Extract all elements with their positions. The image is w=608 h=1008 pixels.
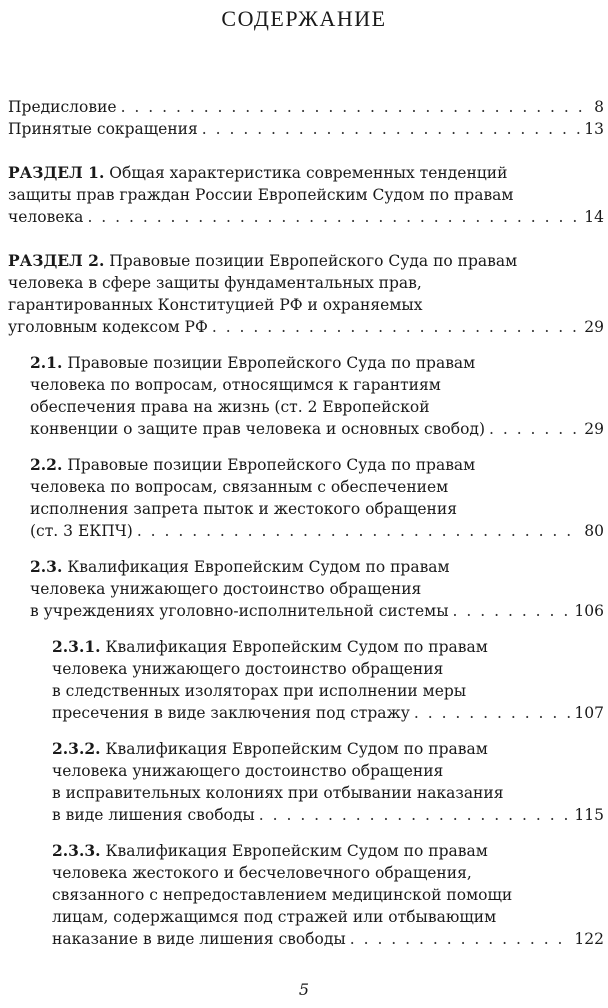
toc-entry-line: человека унижающего достоинство обращения bbox=[52, 762, 444, 780]
toc-page-number: 14 bbox=[584, 208, 604, 226]
table-of-contents bbox=[8, 96, 604, 950]
dot-leader bbox=[121, 96, 591, 118]
dot-leader bbox=[350, 928, 571, 950]
toc-entry-line: наказание в виде лишения свободы bbox=[52, 930, 346, 948]
toc-entry-2-3-3[interactable] bbox=[8, 840, 604, 950]
toc-page-number: 8 bbox=[594, 98, 604, 116]
toc-entry-line: Квалификация Европейским Судом по правам bbox=[105, 740, 488, 758]
page-title: СОДЕРЖАНИЕ bbox=[221, 6, 387, 31]
toc-entry-line: Правовые позиции Европейского Суда по правам bbox=[67, 354, 476, 372]
toc-entry-line: конвенции о защите прав человека и основных свобод) bbox=[30, 420, 485, 438]
section-number: 2.1. bbox=[30, 353, 63, 372]
toc-entry-line: человека в сфере защиты фундаментальных прав, bbox=[8, 274, 422, 292]
toc-entry-line: (ст. 3 ЕКПЧ) bbox=[30, 522, 133, 540]
toc-entry-2-1[interactable] bbox=[8, 352, 604, 440]
section-number: РАЗДЕЛ 1. bbox=[8, 163, 105, 182]
dot-leader bbox=[489, 418, 580, 440]
dot-leader bbox=[453, 600, 571, 622]
toc-entry-line: уголовным кодексом РФ bbox=[8, 318, 208, 336]
toc-page-number: 29 bbox=[584, 420, 604, 438]
toc-entry-line: человека по вопросам, относящимся к гарантиям bbox=[30, 376, 441, 394]
toc-page-number: 80 bbox=[584, 522, 604, 540]
toc-entry-line: Квалификация Европейским Судом по правам bbox=[105, 638, 488, 656]
toc-entry-line: Квалификация Европейским Судом по правам bbox=[105, 842, 488, 860]
toc-page-number: 13 bbox=[584, 120, 604, 138]
toc-entry-line: исполнения запрета пыток и жестокого обращения bbox=[30, 500, 457, 518]
dot-leader bbox=[259, 804, 571, 826]
toc-entry-line: человека унижающего достоинство обращения bbox=[30, 580, 422, 598]
section-number: 2.3.1. bbox=[52, 637, 101, 656]
dot-leader bbox=[137, 520, 580, 542]
toc-page-number: 107 bbox=[574, 704, 604, 722]
section-number: 2.3.2. bbox=[52, 739, 101, 758]
toc-entry-line: пресечения в виде заключения под стражу bbox=[52, 704, 410, 722]
toc-entry-line: Квалификация Европейским Судом по правам bbox=[67, 558, 450, 576]
toc-page-number: 122 bbox=[574, 930, 604, 948]
toc-page-number: 29 bbox=[584, 318, 604, 336]
toc-entry-line: в учреждениях уголовно-исполнительной системы bbox=[30, 602, 449, 620]
toc-entry-abbreviations[interactable] bbox=[8, 118, 604, 140]
toc-entry-preface[interactable] bbox=[8, 96, 604, 118]
page-number: 5 bbox=[298, 980, 310, 999]
toc-entry-line: Правовые позиции Европейского Суда по правам bbox=[109, 252, 518, 270]
toc-entry-line: человека жестокого и бесчеловечного обращения, bbox=[52, 864, 472, 882]
toc-entry-line: человека унижающего достоинство обращения bbox=[52, 660, 444, 678]
toc-entry-line: защиты прав граждан России Европейским Судом по правам bbox=[8, 186, 514, 204]
toc-entry-line: Правовые позиции Европейского Суда по правам bbox=[67, 456, 476, 474]
toc-page-number: 115 bbox=[574, 806, 604, 824]
section-number: РАЗДЕЛ 2. bbox=[8, 251, 105, 270]
toc-entry-section-2[interactable] bbox=[8, 250, 604, 338]
toc-entry-2-3[interactable] bbox=[8, 556, 604, 622]
toc-entry-line: человека по вопросам, связанным с обеспечением bbox=[30, 478, 449, 496]
toc-entry-line: Общая характеристика современных тенденций bbox=[109, 164, 508, 182]
dot-leader bbox=[212, 316, 580, 338]
dot-leader bbox=[414, 702, 571, 724]
toc-entry-title: Принятые сокращения bbox=[8, 120, 198, 138]
toc-page-number: 106 bbox=[574, 602, 604, 620]
toc-entry-title: Предисловие bbox=[8, 98, 117, 116]
toc-entry-2-2[interactable] bbox=[8, 454, 604, 542]
toc-entry-section-1[interactable] bbox=[8, 162, 604, 228]
toc-entry-line: гарантированных Конституцией РФ и охраняемых bbox=[8, 296, 423, 314]
dot-leader bbox=[202, 118, 580, 140]
toc-entry-line: в виде лишения свободы bbox=[52, 806, 255, 824]
toc-entry-line: в исправительных колониях при отбывании наказания bbox=[52, 784, 504, 802]
section-number: 2.2. bbox=[30, 455, 63, 474]
toc-entry-line: лицам, содержащимся под стражей или отбывающим bbox=[52, 908, 497, 926]
toc-entry-line: человека bbox=[8, 208, 84, 226]
section-number: 2.3.3. bbox=[52, 841, 101, 860]
toc-entry-2-3-2[interactable] bbox=[8, 738, 604, 826]
toc-entry-2-3-1[interactable] bbox=[8, 636, 604, 724]
section-number: 2.3. bbox=[30, 557, 63, 576]
toc-entry-line: связанного с непредоставлением медицинской помощи bbox=[52, 886, 513, 904]
toc-entry-line: в следственных изоляторах при исполнении меры bbox=[52, 682, 467, 700]
dot-leader bbox=[87, 206, 580, 228]
toc-entry-line: обеспечения права на жизнь (ст. 2 Европейской bbox=[30, 398, 430, 416]
